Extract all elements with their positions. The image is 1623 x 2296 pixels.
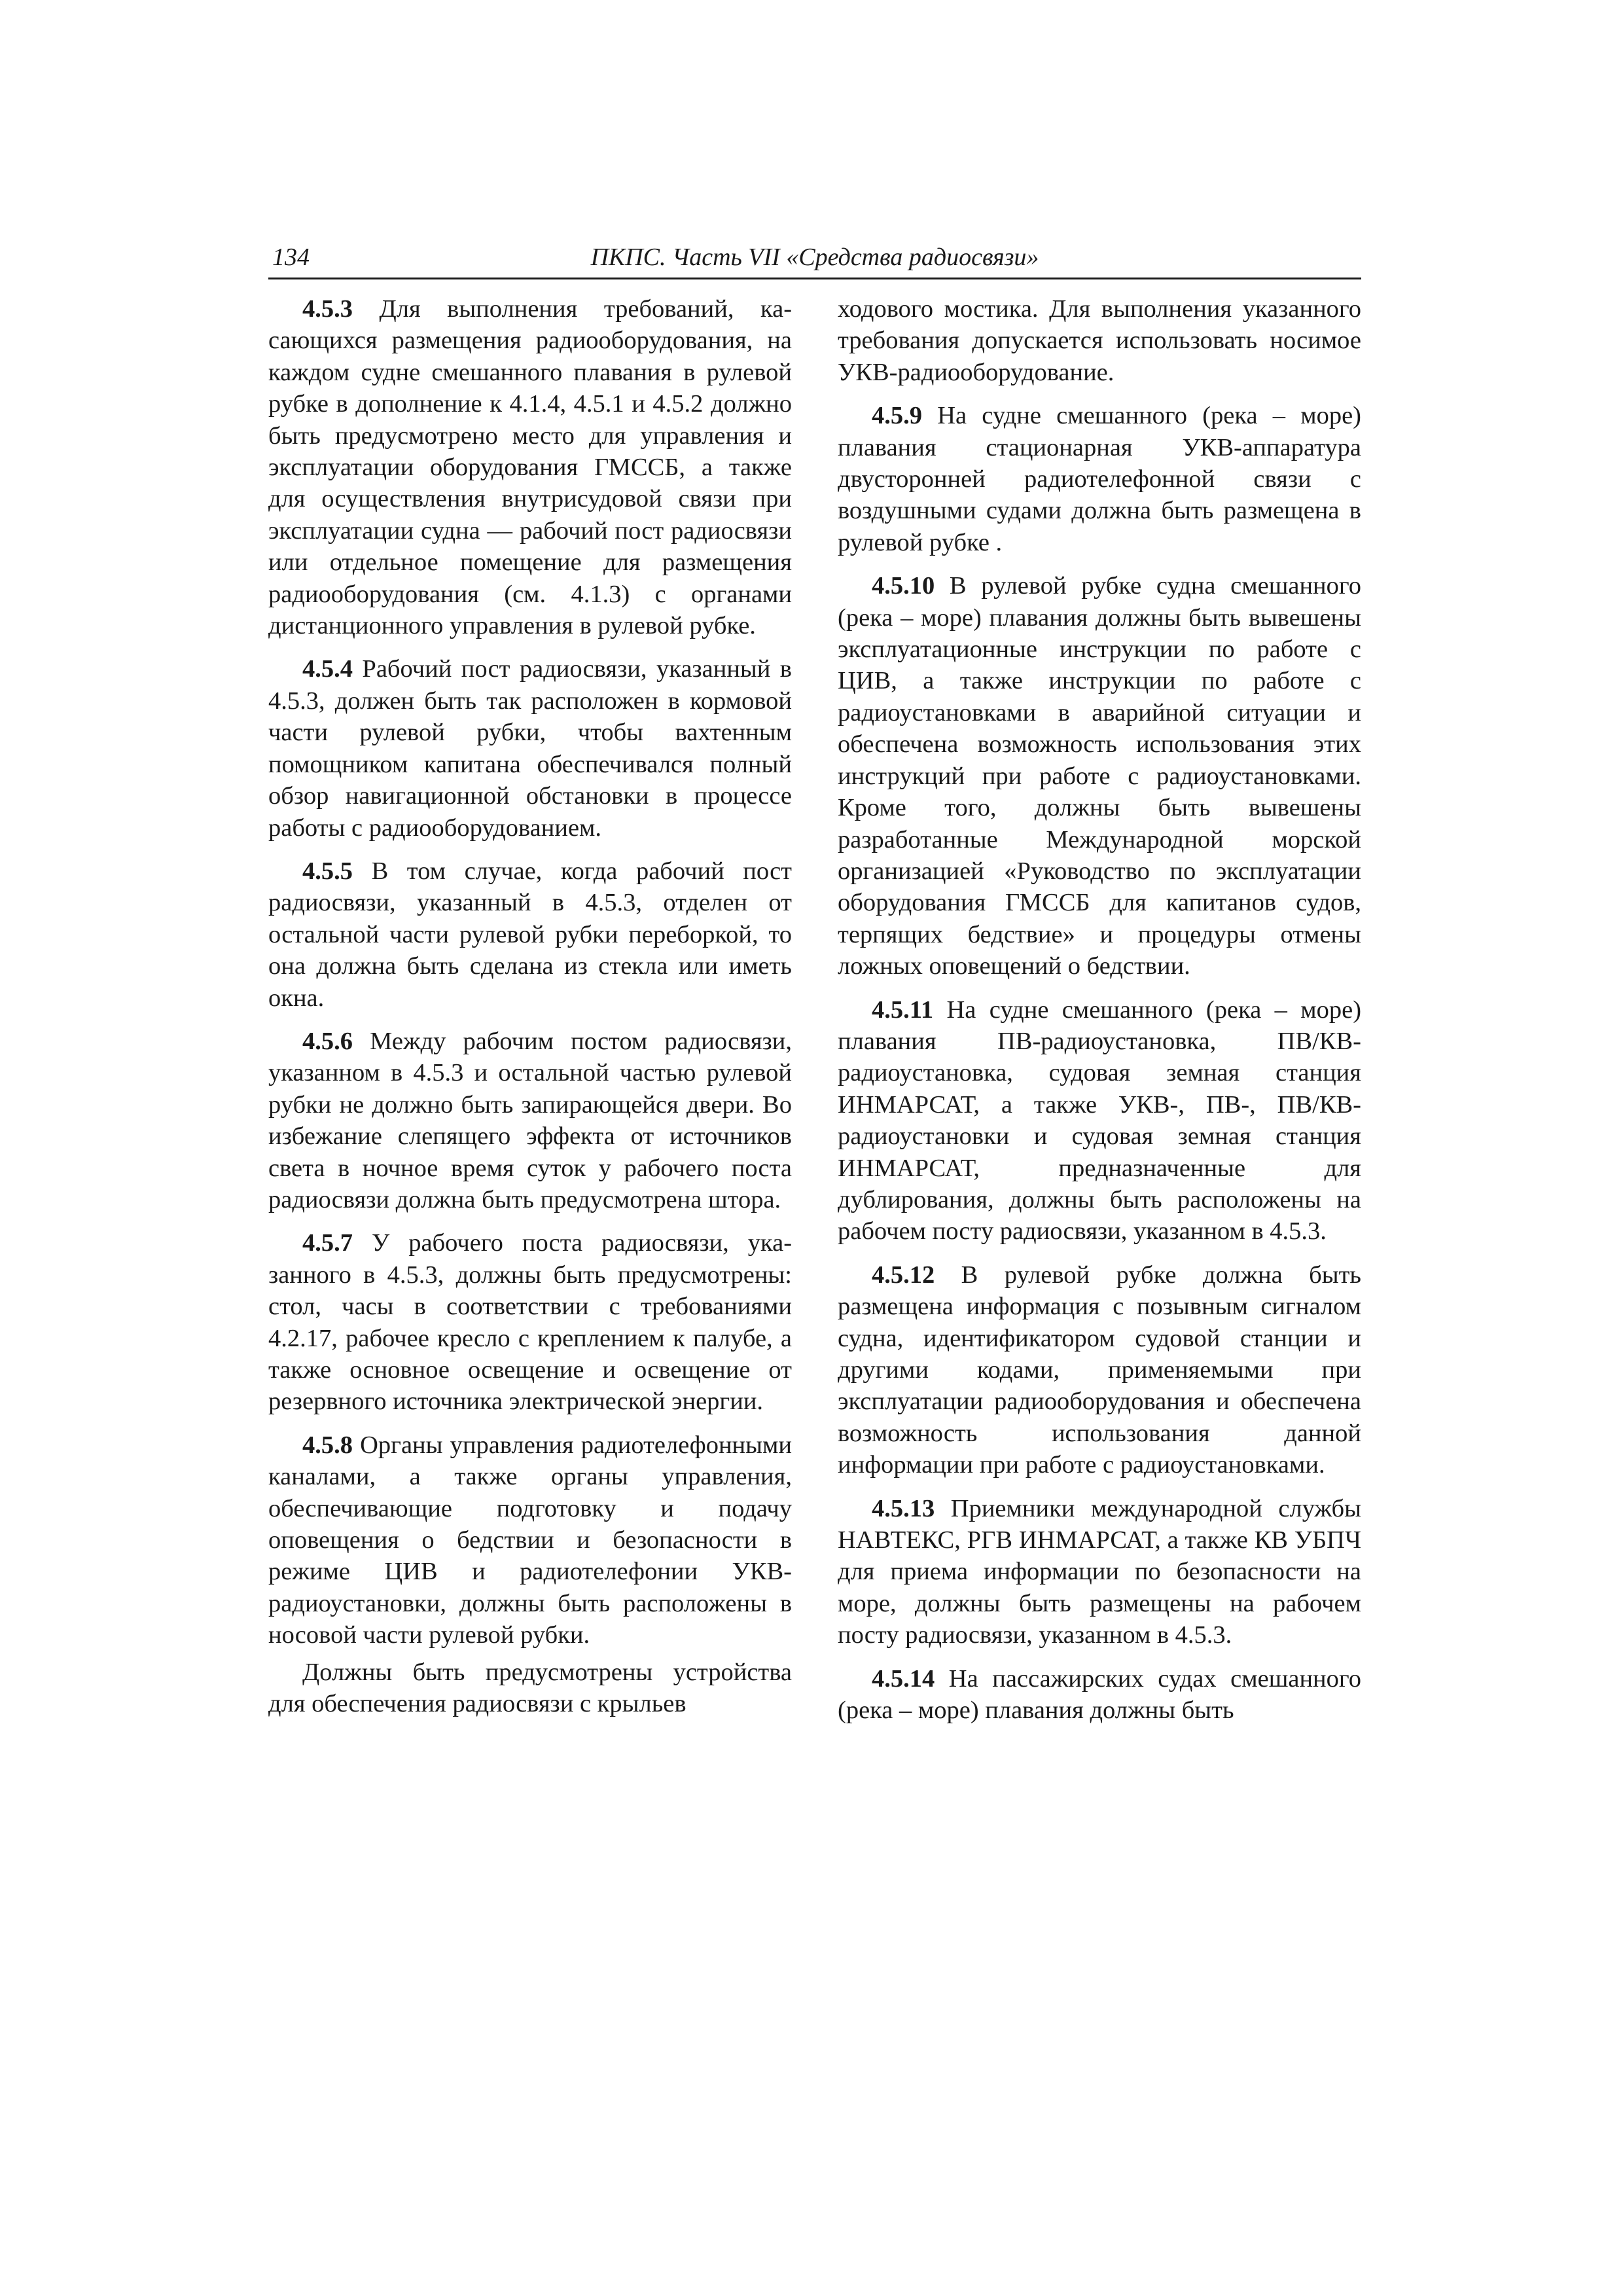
right-column <box>838 293 1361 1726</box>
paragraph-4-5-9 <box>838 400 1361 558</box>
clause-text: Между рабочим постом радиосвязи, указанном в 4.5.3 и остальной частью рулевой рубки не должно быть запирающейся двери. Во избежание слепящего эффекта от источников света в ночное время суток у рабочего поста радиосвязи должна быть предусмотрена штора. <box>268 1027 792 1213</box>
paragraph-4-5-14 <box>838 1663 1361 1727</box>
clause-text: У рабочего поста радиосвязи, указанного в 4.5.3, должны быть предусмотрены: стол, часы в соответствии с требованиями 4.2.17, рабочее кресло с креплением к палубе, а также основное освещение и освещение от резервного источника электрической энергии. <box>268 1229 793 1416</box>
clause-text: Приемники международной службы НАВТЕКС, РГВ ИНМАРСАТ, а также КВ УБПЧ для приема информации по безопасности на море, должны быть размещены на рабочем посту радиосвязи, указанном в 4.5.3. <box>838 1494 1362 1649</box>
clause-number: 4.5.11 <box>872 996 934 1024</box>
clause-text: Рабочий пост радиосвязи, указанный в 4.5.3, должен быть так расположен в кормовой части рулевой рубки, чтобы вахтенным помощником капитана обеспечивался полный обзор навигационной обстановки в процессе работы с радиооборудованием. <box>268 655 792 842</box>
paragraph-4-5-7 <box>268 1227 792 1417</box>
clause-number: 4.5.4 <box>302 655 353 683</box>
clause-text: Для выполнения требований, касающихся размещения радиооборудования, на каждом судне смешанного плавания в рулевой рубке в дополнение к 4.1.4, 4.5.1 и 4.5.2 должно быть предусмотрено место для управления и эксплуатации оборудования ГМССБ, а также для осуществления внутрисудовой связи при эксплуатации судна — рабочий пост радиосвязи или отдельное помещение для размещения радиооборудования (см. 4.1.3) с органами дистанционного управления в рулевой рубке. <box>268 295 793 640</box>
paragraph-4-5-6 <box>268 1026 792 1215</box>
clause-number: 4.5.14 <box>872 1664 935 1693</box>
clause-number: 4.5.5 <box>302 857 353 885</box>
clause-text: В рулевой рубке судна смешанного (река – море) плавания должны быть вывешены эксплуатационные инструкции по работе с ЦИВ, а также инструкции по работе с радиоустановками в аварийной ситуации и обеспечена возможность использования этих инструкций при работе с радиоустановками. Кроме того, должны быть вывешены разработанные Международной морской организацией «Руководство по эксплуатации оборудования ГМССБ для капитанов судов, терпящих бедствие» и процедуры отмены ложных оповещений о бедствии. <box>838 572 1361 980</box>
clause-number: 4.5.10 <box>872 572 935 600</box>
clause-text: На судне смешанного (река – море) плавания ПВ-радиоустановка, ПВ/КВ-радиоустановка, судовая земная станция ИНМАРСАТ, а также УКВ-, ПВ-, ПВ/КВ-радиоустановки и судовая земная станция ИНМАРСАТ, предназначенные для дублирования, должны быть расположены на рабочем посту радиосвязи, указанном в 4.5.3. <box>838 996 1362 1246</box>
paragraph-continued-from-left <box>838 293 1361 388</box>
clause-text: Должны быть предусмотрены устройства для обеспечения радиосвязи с крыльев <box>268 1658 792 1718</box>
clause-number: 4.5.12 <box>872 1261 935 1289</box>
clause-number: 4.5.8 <box>302 1431 353 1459</box>
left-column <box>268 293 792 1719</box>
paragraph-4-5-8 <box>268 1429 792 1651</box>
running-header <box>268 241 1361 279</box>
clause-text: На пассажирских судах смешанного (река – море) плавания должны быть <box>838 1664 1361 1725</box>
paragraph-4-5-5 <box>268 855 792 1014</box>
clause-text: В рулевой рубке должна быть размещена информация с позывным сигналом судна, идентификатором судовой станции и другими кодами, применяемыми при эксплуатации радиооборудования и обеспечена возможность использования данной информации при работе с радиоустановками. <box>838 1261 1361 1479</box>
clause-number: 4.5.13 <box>872 1494 935 1522</box>
paragraph-4-5-13 <box>838 1493 1361 1651</box>
paragraph-4-5-12 <box>838 1259 1361 1481</box>
paragraph-4-5-3 <box>268 293 792 641</box>
clause-number: 4.5.7 <box>302 1229 353 1257</box>
clause-text: Органы управления радиотелефонными каналами, а также органы управления, обеспечивающие подготовку и подачу оповещения о бедствии и безопасности в режиме ЦИВ и радиотелефонии УКВ-радиоустановки, должны быть расположены в носовой части рулевой рубки. <box>268 1431 792 1649</box>
paragraph-4-5-10 <box>838 570 1361 982</box>
clause-text: На судне смешанного (река – море) плавания стационарная УКВ-аппаратура двусторонней радиотелефонной связи с воздушными судами должна быть размещена в рулевой рубке . <box>838 402 1361 556</box>
clause-number: 4.5.9 <box>872 402 922 430</box>
clause-number: 4.5.6 <box>302 1027 353 1055</box>
paragraph-4-5-4 <box>268 653 792 843</box>
paragraph-4-5-11 <box>838 994 1361 1247</box>
clause-text: В том случае, когда рабочий пост радиосвязи, указанный в 4.5.3, отделен от остальной части рулевой рубки переборкой, то она должна быть сделана из стекла или иметь окна. <box>268 857 792 1012</box>
clause-text: ходового мостика. Для выполнения указанного требования допускается использовать носимое УКВ-радиооборудование. <box>838 295 1361 386</box>
running-title: ПКПС. Часть VII «Средства радиосвязи» <box>590 243 1039 271</box>
paragraph-4-5-8-continued <box>268 1657 792 1720</box>
clause-number: 4.5.3 <box>302 295 353 323</box>
page-number: 134 <box>272 243 310 271</box>
